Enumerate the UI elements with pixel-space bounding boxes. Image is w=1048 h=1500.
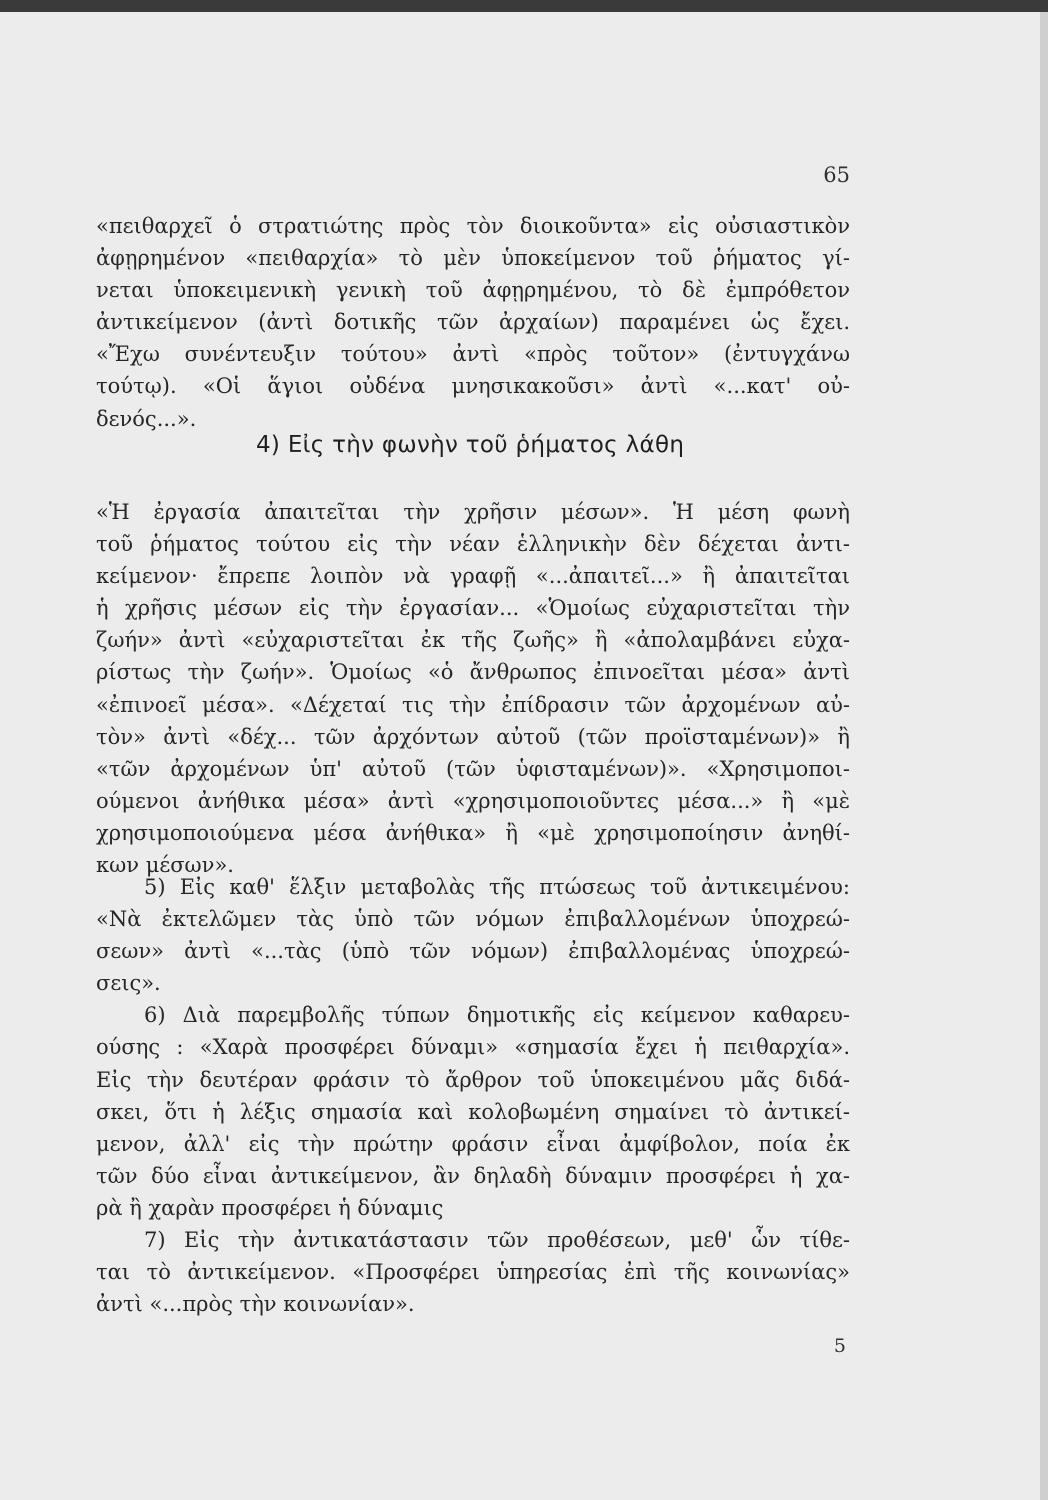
text-line: νεται ὑποκειμενικὴ γενικὴ τοῦ ἀφῃρημένου, τὸ δὲ ἐμπρόθετον <box>96 278 850 303</box>
scan-top-edge <box>0 0 1048 12</box>
text-line: ούσης : «Χαρὰ προσφέρει δύναμι» «σημασία ἔχει ἡ πειθαρχία». <box>96 1035 850 1060</box>
text-line: ἡ χρῆσις μέσων εἰς τὴν ἐργασίαν... «Ὁμοίως εὐχαριστεῖται τὴν <box>96 596 850 621</box>
text-line: τούτῳ). «Οἱ ἅγιοι οὐδένα μνησικακοῦσι» ἀντὶ «...κατ' οὐ- <box>96 374 850 399</box>
text-line: 6) Διὰ παρεμβολῆς τύπων δημοτικῆς εἰς κείμενον καθαρευ- <box>144 1003 850 1028</box>
text-line: κων μέσων». <box>96 853 234 878</box>
text-line: κείμενον· ἔπρεπε λοιπὸν νὰ γραφῇ «...ἀπαιτεῖ...» ἢ ἀπαιτεῖται <box>96 564 850 589</box>
text-line: σεων» ἀντὶ «...τὰς (ὑπὸ τῶν νόμων) ἐπιβαλλομένας ὑποχρεώ- <box>96 939 850 964</box>
numbered-sections <box>96 871 850 1320</box>
text-line: μενον, ἀλλ' εἰς τὴν πρώτην φράσιν εἶναι ἀμφίβολον, ποία ἐκ <box>96 1131 850 1156</box>
text-line: ἀντὶ «...πρὸς τὴν κοινωνίαν». <box>96 1292 415 1317</box>
paragraph-2 <box>96 496 850 881</box>
text-line: ται τὸ ἀντικείμενον. «Προσφέρει ὑπηρεσίας ἐπὶ τῆς κοινωνίας» <box>96 1260 850 1285</box>
text-line: ἀφῃρημένον «πειθαρχία» τὸ μὲν ὑποκείμενον τοῦ ῥήματος γί- <box>96 246 850 271</box>
text-line: 5) Εἰς καθ' ἕλξιν μεταβολὰς τῆς πτώσεως τοῦ ἀντικειμένου: <box>144 875 850 899</box>
text-line: τὸν» ἀντὶ «δέχ... τῶν ἀρχόντων αὐτοῦ (τῶν προϊσταμένων)» ἢ <box>96 724 850 749</box>
text-line: «Ἔχω συνέντευξιν τούτου» ἀντὶ «πρὸς τοῦτον» (ἐντυγχάνω <box>96 342 850 367</box>
text-line: δενός...». <box>96 406 197 431</box>
text-line: τοῦ ῥήματος τούτου εἰς τὴν νέαν ἑλληνικὴν δὲν δέχεται ἀντι- <box>96 532 850 557</box>
text-line: σεις». <box>96 971 161 996</box>
text-line: ούμενοι ἀνήθικα μέσα» ἀντὶ «χρησιμοποιοῦντες μέσα...» ἢ «μὲ <box>96 788 850 813</box>
text-line: «πειθαρχεῖ ὁ στρατιώτης πρὸς τὸν διοικοῦντα» εἰς οὐσιαστικὸν <box>96 214 850 238</box>
page-number: 65 <box>823 163 850 187</box>
text-line: «Ἡ ἐργασία ἀπαιτεῖται τὴν χρῆσιν μέσων». Ἡ μέση φωνὴ <box>96 500 850 524</box>
printer-signature-mark: 5 <box>833 1335 846 1357</box>
text-line: ρὰ ἢ χαρὰν προσφέρει ἡ δύναμις <box>96 1195 444 1220</box>
text-line: 7) Εἰς τὴν ἀντικατάστασιν τῶν προθέσεων, μεθ' ὧν τίθε- <box>144 1228 850 1253</box>
scan-right-edge <box>1040 12 1048 1500</box>
text-line: ρίστως τὴν ζωήν». Ὁμοίως «ὁ ἄνθρωπος ἐπινοεῖται μέσα» ἀντὶ <box>96 660 850 685</box>
text-line: Εἰς τὴν δευτέραν φράσιν τὸ ἄρθρον τοῦ ὑποκειμένου μᾶς διδά- <box>96 1067 850 1092</box>
text-line: ἀντικείμενον (ἀντὶ δοτικῆς τῶν ἀρχαίων) παραμένει ὡς ἔχει. <box>96 310 850 335</box>
text-line: «Νὰ ἐκτελῶμεν τὰς ὑπὸ τῶν νόμων ἐπιβαλλομένων ὑποχρεώ- <box>96 907 850 932</box>
text-line: σκει, ὅτι ἡ λέξις σημασία καὶ κολοβωμένη σημαίνει τὸ ἀντικεί- <box>96 1099 850 1124</box>
section-heading: 4) Εἰς τὴν φωνὴν τοῦ ῥήματος λάθη <box>256 432 685 458</box>
text-line: «τῶν ἀρχομένων ὑπ' αὐτοῦ (τῶν ὑφισταμένων)». «Χρησιμοποι- <box>96 756 850 781</box>
text-line: χρησιμοποιούμενα μέσα ἀνήθικα» ἢ «μὲ χρησιμοποίησιν ἀνηθί- <box>96 820 850 845</box>
text-line: ζωήν» ἀντὶ «εὐχαριστεῖται ἐκ τῆς ζωῆς» ἢ «ἀπολαμβάνει εὐχα- <box>96 628 850 653</box>
text-line: «ἐπινοεῖ μέσα». «Δέχεταί τις τὴν ἐπίδρασιν τῶν ἀρχομένων αὐ- <box>96 692 850 717</box>
text-line: τῶν δύο εἶναι ἀντικείμενον, ἂν δηλαδὴ δύναμιν προσφέρει ἡ χα- <box>96 1163 850 1188</box>
paragraph-1 <box>96 210 850 435</box>
